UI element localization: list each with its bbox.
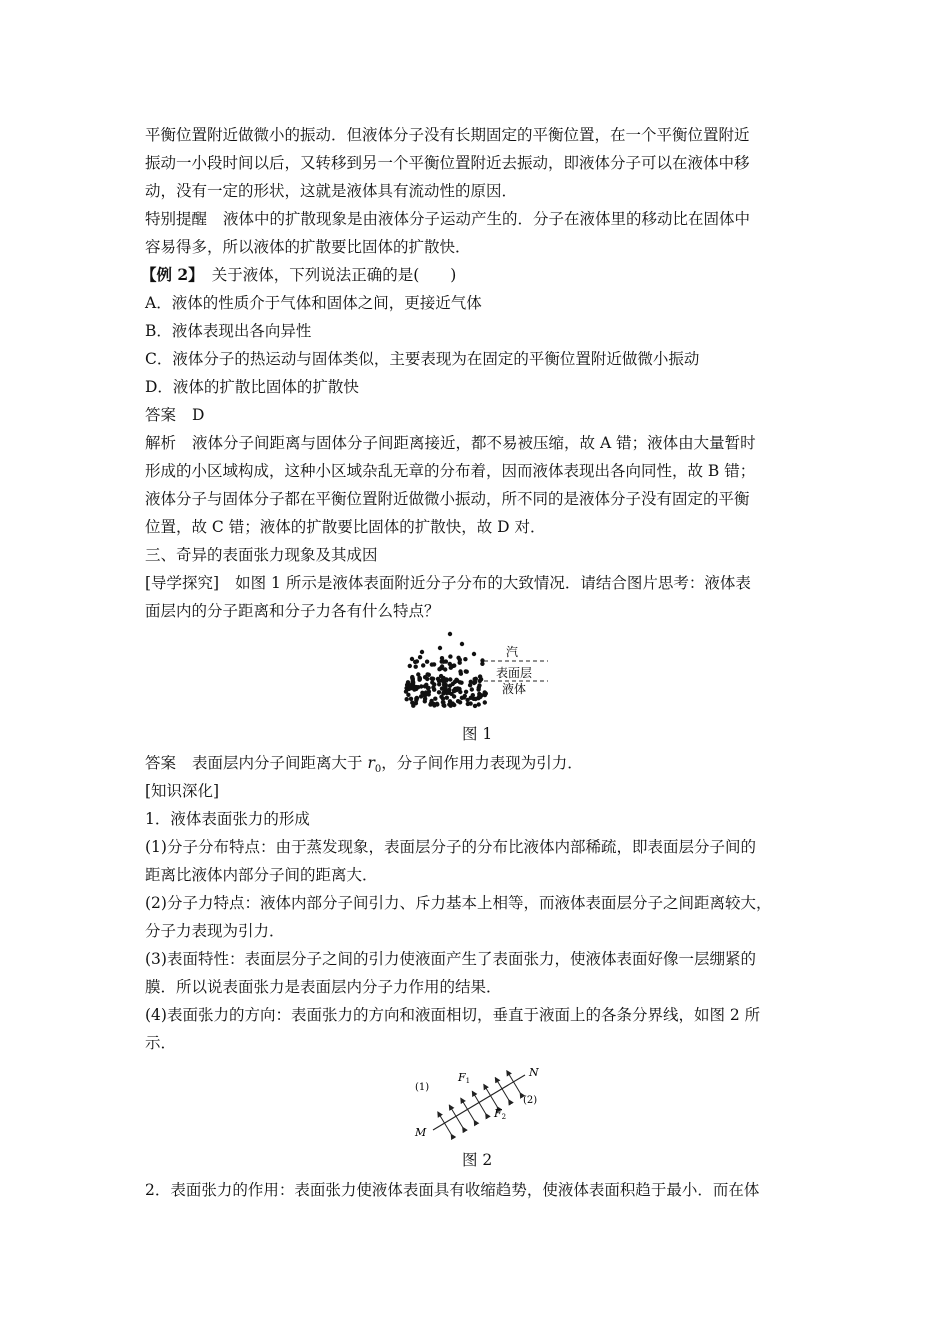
item-line: 示． bbox=[145, 1034, 177, 1052]
molecule-dot bbox=[431, 677, 435, 681]
guide-line bbox=[145, 573, 751, 593]
molecule-dot bbox=[459, 672, 463, 676]
molecule-dot bbox=[473, 704, 477, 708]
molecule-dot bbox=[453, 680, 457, 684]
molecule-dot bbox=[478, 679, 482, 683]
answer-value: D bbox=[192, 406, 205, 424]
answer-label: 答案 bbox=[145, 406, 177, 424]
figure-1-caption: 图 1 bbox=[462, 725, 493, 743]
molecule-dot bbox=[439, 695, 443, 699]
molecule-dot bbox=[466, 702, 470, 706]
paragraph-line: 振动一小段时间以后，又转移到另一个平衡位置附近去振动，即液体分子可以在液体中移 bbox=[145, 154, 750, 172]
answer2-line bbox=[145, 753, 583, 780]
molecule-dot bbox=[424, 683, 428, 687]
molecule-dot bbox=[460, 642, 464, 646]
molecule-dot bbox=[474, 677, 478, 681]
section-heading: 三、奇异的表面张力现象及其成因 bbox=[145, 546, 378, 564]
molecule-dot bbox=[458, 661, 462, 665]
molecule-dot bbox=[440, 656, 444, 660]
molecule-dot bbox=[454, 688, 458, 692]
molecule-dot bbox=[442, 690, 446, 694]
molecule-dot bbox=[440, 664, 444, 668]
answer2-text-after: ，分子间作用力表现为引力． bbox=[381, 754, 583, 772]
molecule-dot bbox=[472, 652, 476, 656]
molecule-dot bbox=[441, 676, 445, 680]
option-c: C．液体分子的热运动与固体类似，主要表现为在固定的平衡位置附近做微小振动 bbox=[145, 350, 700, 368]
label-surface-layer: 表面层 bbox=[496, 666, 533, 680]
molecule-dot bbox=[428, 702, 432, 706]
analysis-line: 液体分子与固体分子都在平衡位置附近做微小振动，所不同的是液体分子没有固定的平衡 bbox=[145, 490, 750, 508]
item-line: (4)表面张力的方向：表面张力的方向和液面相切，垂直于液面上的各条分界线，如图 2 所 bbox=[145, 1006, 761, 1024]
force-arrows bbox=[438, 1071, 520, 1135]
molecule-dot bbox=[425, 677, 429, 681]
molecule-dots bbox=[404, 632, 488, 708]
molecule-dot bbox=[448, 677, 452, 681]
answer-line bbox=[145, 405, 204, 425]
molecule-dot bbox=[415, 696, 419, 700]
molecule-dot bbox=[405, 697, 409, 701]
analysis-line bbox=[145, 433, 756, 453]
molecule-dot bbox=[418, 676, 422, 680]
molecule-dot bbox=[431, 685, 435, 689]
molecule-dot bbox=[448, 654, 452, 658]
label-region-2: (2) bbox=[523, 1095, 538, 1106]
molecule-dot bbox=[419, 694, 423, 698]
guide-label: [导学探究] bbox=[145, 574, 220, 592]
item-line: 膜．所以说表面张力是表面层内分子力作用的结果． bbox=[145, 978, 502, 996]
molecule-dot bbox=[425, 660, 429, 664]
molecule-dot bbox=[470, 687, 474, 691]
molecule-dot bbox=[414, 665, 418, 669]
analysis-label: 解析 bbox=[145, 434, 177, 452]
molecule-dot bbox=[409, 697, 413, 701]
molecule-dot bbox=[441, 700, 445, 704]
molecule-dot bbox=[452, 694, 456, 698]
label-F2: F2 bbox=[494, 1107, 507, 1121]
label-liquid: 液体 bbox=[502, 682, 527, 696]
molecule-dot bbox=[447, 702, 451, 706]
last-line: 2．表面张力的作用：表面张力使液体表面具有收缩趋势，使液体表面积趋于最小．而在体 bbox=[145, 1181, 760, 1199]
molecule-dot bbox=[437, 682, 441, 686]
figure-2-caption: 图 2 bbox=[462, 1151, 493, 1169]
force-arrow bbox=[461, 1098, 474, 1120]
molecule-dot bbox=[483, 700, 487, 704]
item-line: (1)分子分布特点：由于蒸发现象，表面层分子的分布比液体内部稀疏，即表面层分子间的 bbox=[145, 838, 756, 856]
answer2-text-before: 表面层内分子间距离大于 bbox=[192, 754, 368, 772]
tip-line bbox=[145, 209, 750, 229]
molecule-dot bbox=[468, 683, 472, 687]
molecule-dot bbox=[448, 662, 452, 666]
tip-label: 特别提醒 bbox=[145, 210, 208, 228]
option-d: D．液体的扩散比固体的扩散快 bbox=[145, 378, 359, 396]
molecule-dot bbox=[424, 690, 428, 694]
paragraph-line: 平衡位置附近做微小的振动．但液体分子没有长期固定的平衡位置，在一个平衡位置附近 bbox=[145, 126, 750, 144]
molecule-dot bbox=[448, 632, 452, 636]
label-M: M bbox=[415, 1126, 427, 1139]
molecule-dot bbox=[477, 695, 481, 699]
item-line: (2)分子力特点：液体内部分子间引力、斥力基本上相等，而液体表面层分子之间距离较大， bbox=[145, 894, 772, 912]
option-b: B．液体表现出各向异性 bbox=[145, 322, 312, 340]
r0-symbol: r bbox=[367, 754, 375, 772]
paragraph-line: 动，没有一定的形状，这就是液体具有流动性的原因． bbox=[145, 182, 518, 200]
guide-text: 如图 1 所示是液体表面附近分子分布的大致情况．请结合图片思考：液体表 bbox=[235, 574, 751, 592]
molecule-dot bbox=[464, 669, 468, 673]
molecule-dot bbox=[432, 703, 436, 707]
molecule-dot bbox=[456, 699, 460, 703]
force-arrow bbox=[449, 1105, 462, 1127]
analysis-line: 形成的小区域构成，这种小区域杂乱无章的分布着，因而液体表现出各向同性，故 B 错； bbox=[145, 462, 756, 480]
molecule-dot bbox=[452, 663, 456, 667]
molecule-dot bbox=[412, 687, 416, 691]
guide-line: 面层内的分子距离和分子力各有什么特点？ bbox=[145, 602, 440, 620]
example-question bbox=[141, 265, 456, 285]
knowledge-deepening-label: [知识深化] bbox=[145, 782, 220, 800]
molecule-dot bbox=[404, 689, 408, 693]
force-arrow bbox=[472, 1091, 485, 1113]
molecule-dot bbox=[421, 663, 425, 667]
item-line: 分子力表现为引力． bbox=[145, 922, 285, 940]
item-line: 1．液体表面张力的形成 bbox=[145, 810, 310, 828]
molecule-dot bbox=[433, 697, 437, 701]
molecule-dot bbox=[480, 662, 484, 666]
molecule-dot bbox=[460, 696, 464, 700]
molecule-dot bbox=[483, 693, 487, 697]
tip-line: 容易得多，所以液体的扩散要比固体的扩散快． bbox=[145, 238, 471, 256]
answer2-label: 答案 bbox=[145, 754, 177, 772]
analysis-text: 液体分子间距离与固体分子间距离接近，都不易被压缩，故 A 错；液体由大量暂时 bbox=[192, 434, 756, 452]
molecule-dot bbox=[408, 664, 412, 668]
molecule-dot bbox=[430, 680, 434, 684]
tip-text: 液体中的扩散现象是由液体分子运动产生的．分子在液体里的移动比在固体中 bbox=[223, 210, 751, 228]
label-region-1: (1) bbox=[415, 1082, 430, 1093]
molecule-dot bbox=[414, 701, 418, 705]
figure-2-surface-tension-diagram bbox=[405, 1060, 555, 1145]
item-line: 距离比液体内部分子间的距离大． bbox=[145, 866, 378, 884]
label-N: N bbox=[529, 1066, 539, 1079]
molecule-dot bbox=[478, 674, 482, 678]
molecule-dot bbox=[429, 699, 433, 703]
item-line: (3)表面特性：表面层分子之间的引力使液面产生了表面张力，使液体表面好像一层绷紧的 bbox=[145, 950, 756, 968]
figure-1-molecule-diagram bbox=[400, 626, 560, 718]
molecule-dot bbox=[442, 683, 446, 687]
molecule-dot bbox=[463, 657, 467, 661]
molecule-dot bbox=[445, 696, 449, 700]
force-arrow bbox=[484, 1085, 497, 1107]
molecule-dot bbox=[411, 680, 415, 684]
molecule-dot bbox=[425, 672, 429, 676]
molecule-dot bbox=[459, 681, 463, 685]
molecule-dot bbox=[420, 650, 424, 654]
force-arrow bbox=[495, 1078, 508, 1100]
molecule-dot bbox=[477, 685, 481, 689]
molecule-dot bbox=[418, 655, 422, 659]
molecule-dot bbox=[464, 690, 468, 694]
option-a: A．液体的性质介于气体和固体之间，更接近气体 bbox=[145, 294, 482, 312]
label-vapor: 汽 bbox=[506, 645, 519, 659]
molecule-dot bbox=[430, 662, 434, 666]
force-arrow bbox=[438, 1112, 451, 1134]
example-question-text: 关于液体，下列说法正确的是( ) bbox=[211, 266, 457, 284]
r0-subscript: 0 bbox=[374, 764, 382, 776]
example-tag: 【例 2】 bbox=[141, 265, 204, 284]
analysis-line: 位置，故 C 错；液体的扩散要比固体的扩散快，故 D 对． bbox=[145, 518, 546, 536]
molecule-dot bbox=[438, 646, 442, 650]
force-arrow bbox=[507, 1071, 520, 1093]
label-F1: F1 bbox=[458, 1071, 471, 1085]
molecule-dot bbox=[436, 677, 440, 681]
molecule-dot bbox=[437, 690, 441, 694]
molecule-dot bbox=[472, 681, 476, 685]
molecule-dot bbox=[415, 659, 419, 663]
molecule-dot bbox=[471, 693, 475, 697]
